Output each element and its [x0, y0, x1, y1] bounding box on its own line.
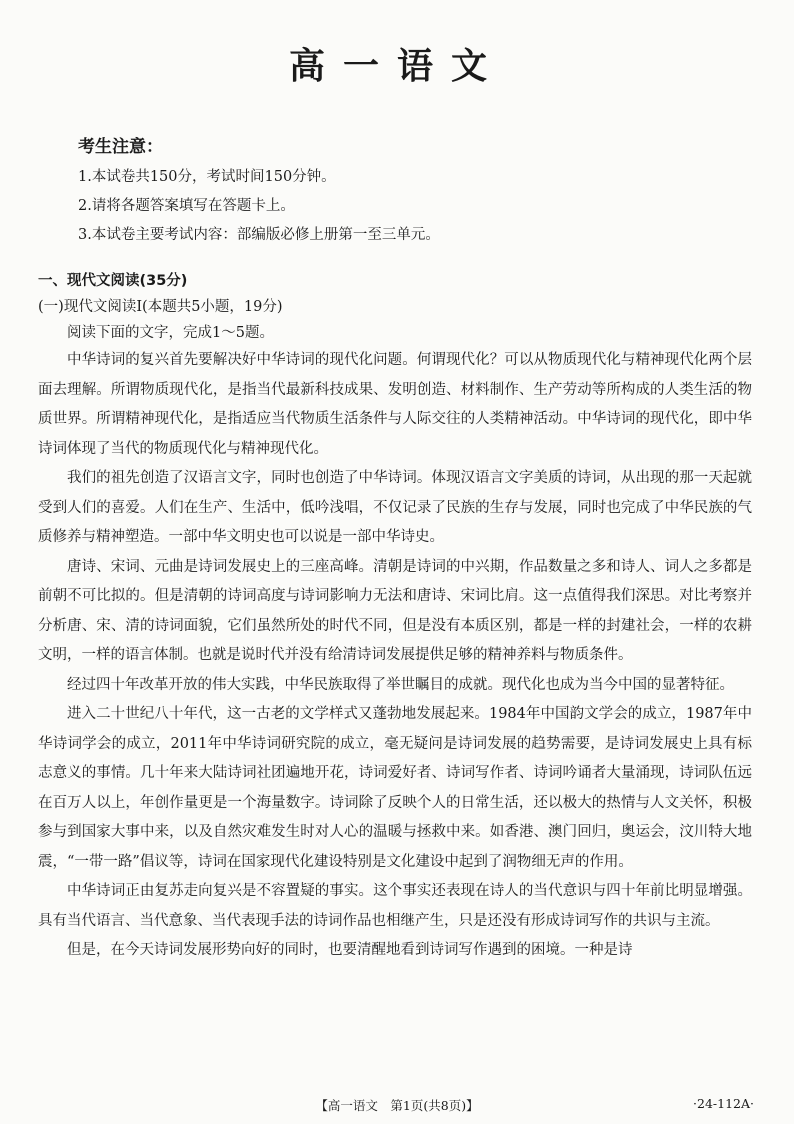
notice-item: 2.请将各题答案填写在答题卡上。 — [78, 198, 295, 214]
passage-paragraph: 中华诗词正由复苏走向复兴是不容置疑的事实。这个事实还表现在诗人的当代意识与四十年前比明显增强。具有当代语言、当代意象、当代表现手法的诗词作品也相继产生，只是还没有形成诗词写作的共识与主流。 — [38, 883, 752, 929]
page-title: 高一语文 — [288, 46, 505, 87]
passage-paragraph: 但是，在今天诗词发展形势向好的同时，也要清醒地看到诗词写作遇到的困境。一种是诗 — [67, 942, 633, 958]
paper-code: ·24-112A· — [693, 1096, 754, 1111]
reading-section — [38, 268, 752, 966]
section-heading: 一、现代文阅读(35分) — [38, 273, 188, 289]
section-instruction: 阅读下面的文字，完成1～5题。 — [67, 325, 274, 341]
section-subheading: (一)现代文阅读Ⅰ(本题共5小题，19分) — [38, 299, 283, 315]
passage-paragraph: 唐诗、宋词、元曲是诗词发展史上的三座高峰。清朝是诗词的中兴期，作品数量之多和诗人、词人之多都是前朝不可比拟的。但是清朝的诗词高度与诗词影响力无法和唐诗、宋词比肩。这一点值得我们深思。对比考察并分析唐、宋、清的诗词面貌，它们虽然所处的时代不同，但是没有本质区别，都是一样的封建社会，一样的农耕文明，一样的语言体制。也就是说时代并没有给清诗词发展提供足够的精神养料与物质条件。 — [38, 558, 752, 663]
passage-paragraph: 进入二十世纪八十年代，这一古老的文学样式又蓬勃地发展起来。1984年中国韵文学会的成立，1987年中华诗词学会的成立，2011年中华诗词研究院的成立，毫无疑问是诗词发展的趋势需要，是诗词发展史上具有标志意义的事情。几十年来大陆诗词社团遍地开花，诗词爱好者、诗词写作者、诗词吟诵者大量涌现，诗词队伍远在百万人以上，年创作量更是一个海量数字。诗词除了反映个人的日常生活，还以极大的热情与人文关怀，积极参与到国家大事中来，以及自然灾难发生时对人心的温暖与拯救中来。如香港、澳门回归，奥运会，汶川特大地震，“一带一路”倡议等，诗词在国家现代化建设特别是文化建设中起到了润物细无声的作用。 — [38, 706, 752, 870]
passage-paragraph: 经过四十年改革开放的伟大实践，中华民族取得了举世瞩目的成就。现代化也成为当今中国的显著特征。 — [67, 676, 734, 693]
notice-heading: 考生注意： — [78, 137, 163, 157]
page-footer: 【高一语文 第1页(共8页)】 — [315, 1098, 479, 1113]
passage-paragraph: 我们的祖先创造了汉语言文字，同时也创造了中华诗词。体现汉语言文字美质的诗词，从出现的那一天起就受到人们的喜爱。人们在生产、生活中，低吟浅唱，不仅记录了民族的生存与发展，同时也完成了中华民族的气质修养与精神塑造。一部中华文明史也可以说是一部中华诗史。 — [38, 470, 752, 545]
candidate-notice — [78, 132, 718, 250]
notice-item: 3.本试卷主要考试内容：部编版必修上册第一至三单元。 — [78, 227, 440, 243]
notice-item: 1.本试卷共150分，考试时间150分钟。 — [78, 169, 336, 185]
passage-paragraph: 中华诗词的复兴首先要解决好中华诗词的现代化问题。何谓现代化？可以从物质现代化与精神现代化两个层面去理解。所谓物质现代化，是指当代最新科技成果、发明创造、材料制作、生产劳动等所构成的人类生活的物质世界。所谓精神现代化，是指适应当代物质生活条件与人际交往的人类精神活动。中华诗词的现代化，即中华诗词体现了当代的物质现代化与精神现代化。 — [38, 352, 752, 457]
